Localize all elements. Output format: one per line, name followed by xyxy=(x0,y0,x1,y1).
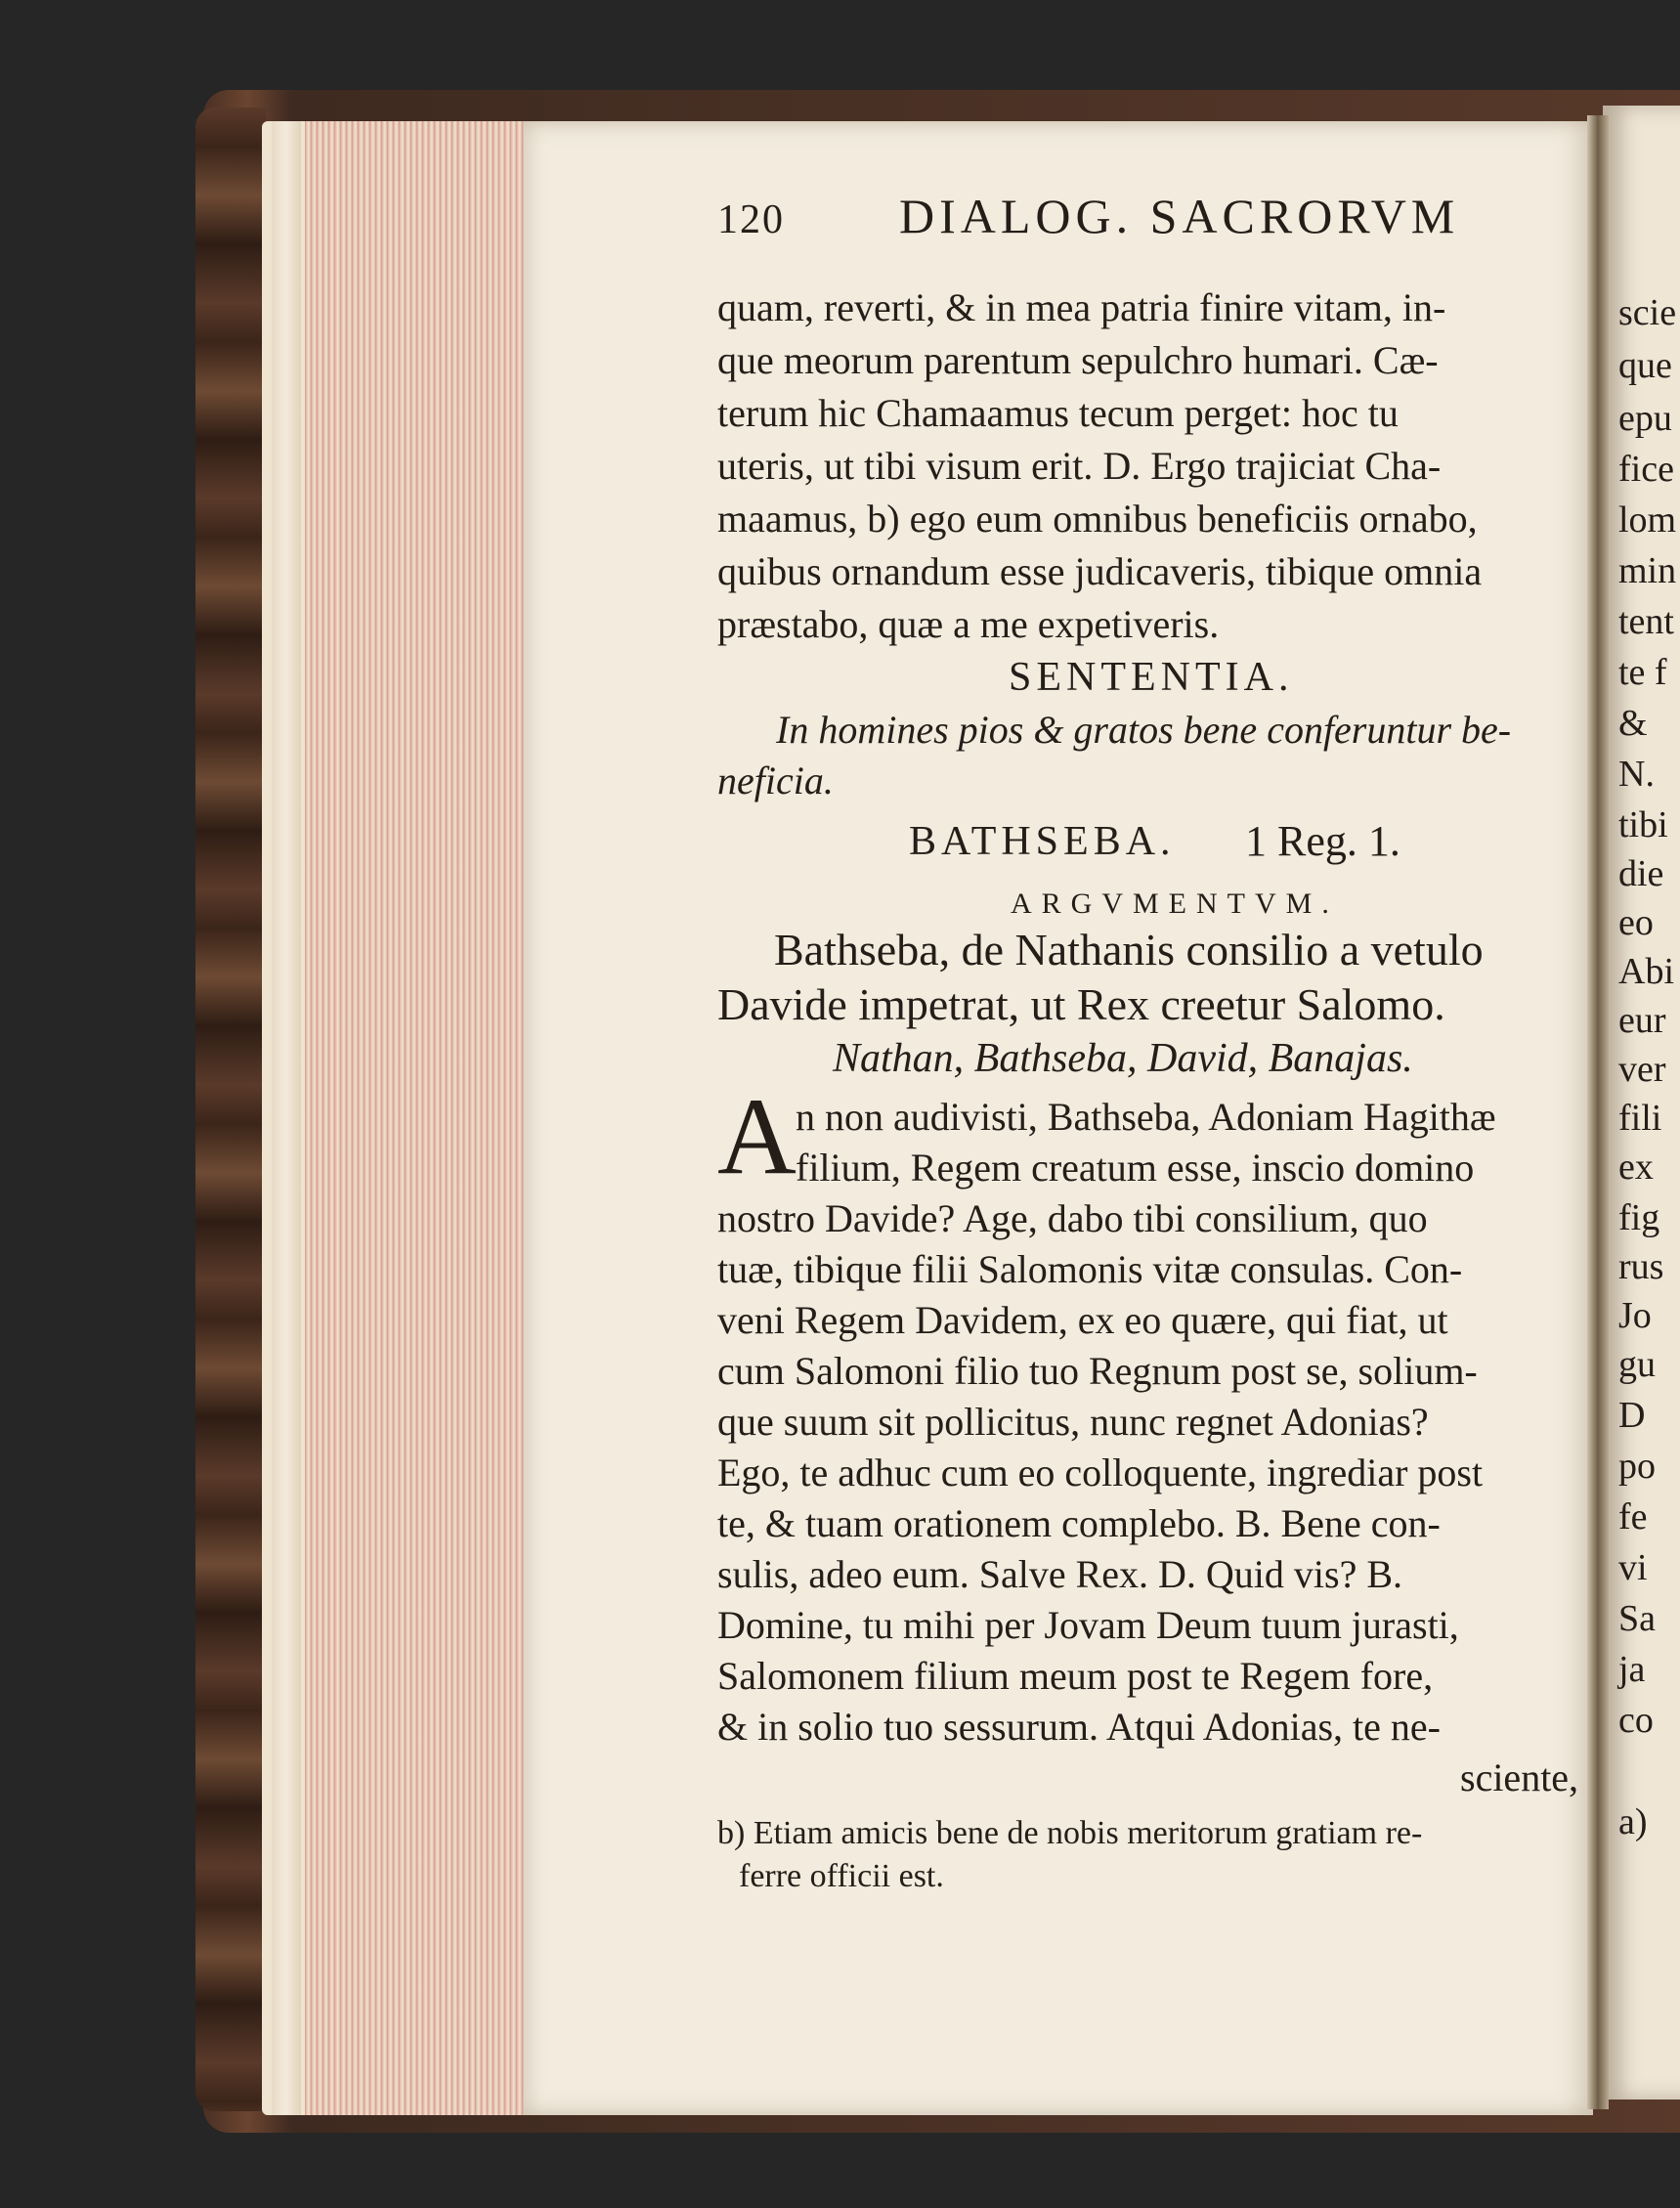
facing-line: eo xyxy=(1618,902,1654,943)
facing-line: gu xyxy=(1618,1344,1656,1385)
personae-list: Nathan, Bathseba, David, Banajas. xyxy=(833,1036,1413,1081)
body-line: præstabo, quæ a me expetiveris. xyxy=(717,602,1220,646)
sententia-heading: SENTENTIA. xyxy=(1009,655,1294,700)
argumentum-heading: ARGVMENTVM. xyxy=(1011,888,1339,920)
facing-line: eur xyxy=(1618,1000,1666,1041)
dialogue-line: te, & tuam orationem complebo. B. Bene con- xyxy=(717,1501,1441,1545)
dialogue-line: que suum sit pollicitus, nunc regnet Adonias? xyxy=(717,1400,1429,1444)
facing-line: po xyxy=(1618,1446,1656,1487)
body-line: uteris, ut tibi visum erit. D. Ergo trajiciat Cha- xyxy=(717,444,1442,488)
facing-line: tibi xyxy=(1618,804,1668,845)
facing-line: Abi xyxy=(1618,951,1674,992)
footnote-line: ferre officii est. xyxy=(739,1858,944,1894)
facing-line: vi xyxy=(1618,1547,1648,1588)
facing-line: epu xyxy=(1618,398,1672,439)
body-line: que meorum parentum sepulchro humari. Cæ- xyxy=(717,338,1439,382)
dialogue-line: cum Salomoni filio tuo Regnum post se, solium- xyxy=(717,1349,1478,1393)
section-reference: 1 Reg. 1. xyxy=(1245,817,1400,865)
dialogue-line: sulis, adeo eum. Salve Rex. D. Quid vis? B. xyxy=(717,1552,1403,1596)
facing-line: ex xyxy=(1618,1147,1654,1188)
section-title: BATHSEBA. xyxy=(909,819,1176,864)
argumentum-line: Bathseba, de Nathanis consilio a vetulo xyxy=(774,925,1484,974)
facing-line: Jo xyxy=(1618,1295,1652,1336)
dialogue-line: Ego, te adhuc cum eo colloquente, ingrediar post xyxy=(717,1450,1484,1494)
page-edge-light xyxy=(272,121,301,2115)
facing-line: D xyxy=(1618,1395,1646,1436)
facing-line: tent xyxy=(1618,601,1674,642)
running-title: DIALOG. SACRORVM xyxy=(899,189,1460,243)
facing-line: die xyxy=(1618,853,1664,894)
dialogue-line: filium, Regem creatum esse, inscio domino xyxy=(796,1146,1475,1190)
body-line: maamus, b) ego eum omnibus beneficiis ornabo, xyxy=(717,497,1478,541)
dialogue-line: n non audivisti, Bathseba, Adoniam Hagithæ xyxy=(796,1095,1496,1139)
sententia-line: neficia. xyxy=(717,758,834,802)
facing-line: rus xyxy=(1618,1246,1664,1287)
body-line: terum hic Chamaamus tecum perget: hoc tu xyxy=(717,391,1399,435)
body-line: quibus ornandum esse judicaveris, tibique omnia xyxy=(717,549,1483,593)
facing-line: que xyxy=(1618,345,1672,386)
sententia-line: In homines pios & gratos bene conferuntur be- xyxy=(776,708,1512,752)
red-sprinkled-edges xyxy=(305,121,528,2115)
facing-line: min xyxy=(1618,550,1677,591)
facing-page-text xyxy=(1618,0,1680,2208)
facing-line: ja xyxy=(1618,1649,1646,1690)
facing-line: N. xyxy=(1618,754,1655,795)
facing-line: fili xyxy=(1618,1098,1662,1139)
facing-line: scie xyxy=(1618,292,1677,333)
dialogue-line: tuæ, tibique filii Salomonis vitæ consulas. Con- xyxy=(717,1247,1463,1291)
facing-line: te f xyxy=(1618,652,1667,693)
drop-cap: A xyxy=(717,1076,797,1197)
dialogue-line: & in solio tuo sessurum. Atqui Adonias, te ne- xyxy=(717,1705,1441,1749)
dialogue-line: veni Regem Davidem, ex eo quære, qui fiat, ut xyxy=(717,1298,1448,1342)
binding-spine-edge xyxy=(195,108,266,2111)
page-fore-edge xyxy=(262,121,528,2115)
facing-line: co xyxy=(1618,1700,1654,1741)
facing-line: a) xyxy=(1618,1801,1648,1842)
facing-line: ver xyxy=(1618,1049,1666,1090)
argumentum-line: Davide impetrat, ut Rex creetur Salomo. xyxy=(717,979,1445,1029)
facing-line: Sa xyxy=(1618,1598,1656,1639)
facing-line: & xyxy=(1618,703,1648,744)
dialogue-line: nostro Davide? Age, dabo tibi consilium, quo xyxy=(717,1196,1428,1240)
page-text xyxy=(717,0,1589,2208)
facing-line: fe xyxy=(1618,1496,1648,1537)
body-line: quam, reverti, & in mea patria finire vitam, in- xyxy=(717,285,1446,329)
facing-line: lom xyxy=(1618,499,1677,541)
dialogue-line: Salomonem filium meum post te Regem fore, xyxy=(717,1654,1434,1698)
facing-line: fice xyxy=(1618,449,1674,490)
dialogue-line: Domine, tu mihi per Jovam Deum tuum jurasti, xyxy=(717,1603,1459,1647)
book-gutter xyxy=(1587,115,1609,2109)
footnote-line: b) Etiam amicis bene de nobis meritorum gratiam re- xyxy=(717,1815,1423,1851)
page-number: 120 xyxy=(717,197,785,242)
facing-line: fig xyxy=(1618,1197,1660,1238)
catchword: sciente, xyxy=(1460,1755,1579,1799)
